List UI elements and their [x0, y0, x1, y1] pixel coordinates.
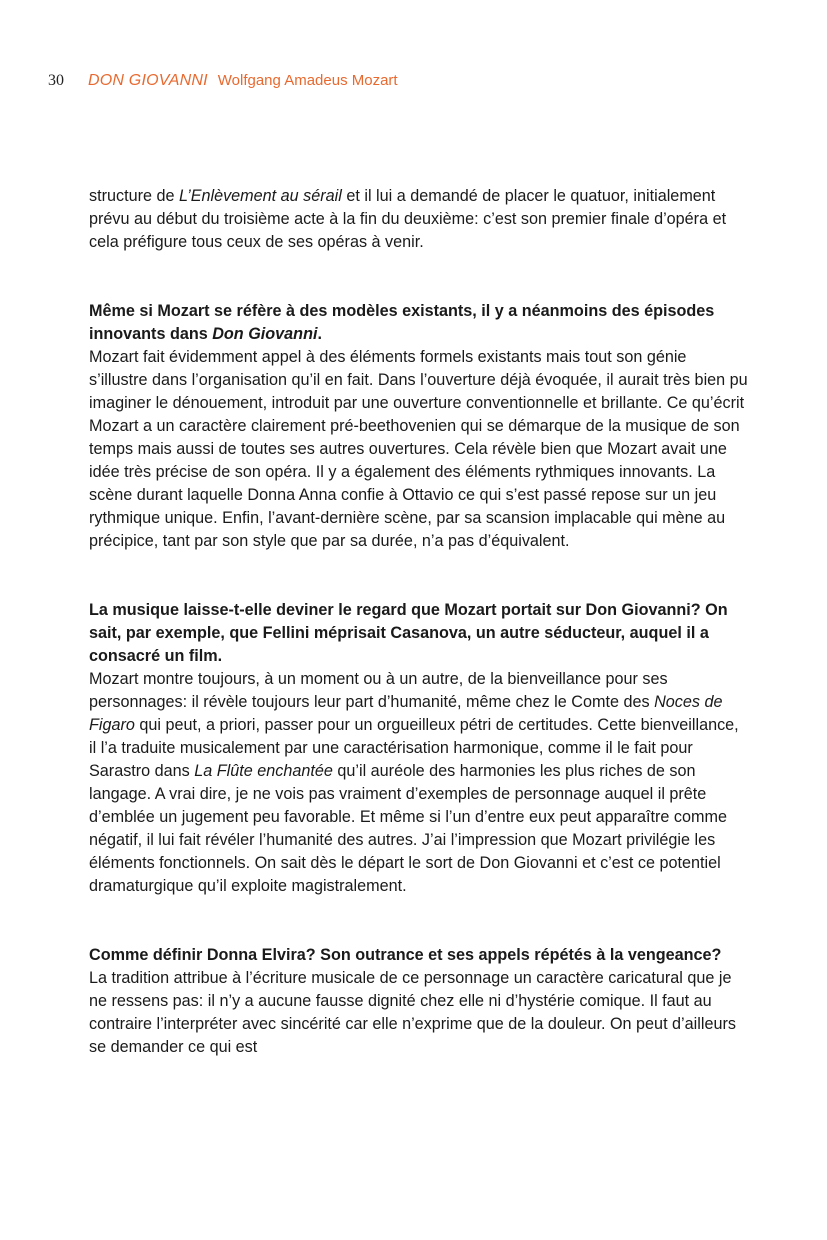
book-author: Wolfgang Amadeus Mozart	[217, 72, 398, 89]
page-number: 30	[48, 72, 64, 89]
page-body	[89, 185, 749, 1059]
question-1: Même si Mozart se réfère à des modèles existants, il y a néanmoins des épisodes innovants dans Don Giovanni.	[89, 302, 715, 343]
answer-2: Mozart montre toujours, à un moment ou à un autre, de la bienveillance pour ses personnages: il révèle toujours leur part d’humanité, même chez le Comte des Noces de Figaro qui peut, a priori, passer pour un orgueilleux pétri de certitudes. Cette bienveillance, il l’a traduite musicalement par une caractérisation harmonique, comme il le fait pour Sarastro dans La Flûte enchantée qu’il auréole des harmonies les plus riches de son langage. A vrai dire, je ne vois pas vraiment d’exemples de personnage auquel il prête d’emblée un jugement peu favorable. Et même si l’un d’entre eux peut apparaître comme négatif, il lui fait révéler l’humanité des autres. J’ai l’impression que Mozart privilégie les éléments fonctionnels. On sait dès le départ le sort de Don Giovanni et c’est ce potentiel dramaturgique qu’il exploite magistralement.	[89, 670, 739, 895]
answer-1: Mozart fait évidemment appel à des éléments formels existants mais tout son génie s’illustre dans l’organisation qu’il en fait. Dans l’ouverture déjà évoquée, il aurait très bien pu imaginer le dénouement, introduit par une ouverture conventionnelle et brillante. Ce qu’écrit Mozart a un caractère clairement pré-beethovenien qui se démarque de la musique de son temps mais aussi de toutes ses autres ouvertures. Cela révèle bien que Mozart avait une idée très précise de son opéra. Il y a également des éléments rythmiques innovants. La scène durant laquelle Donna Anna confie à Ottavio ce qui s’est passé repose sur un jeu rythmique unique. Enfin, l’avant-dernière scène, par sa scansion implacable qui mène au précipice, tant par son style que par sa durée, n’a pas d’équivalent.	[89, 348, 748, 550]
book-title: DON GIOVANNI	[88, 72, 208, 89]
question-2: La musique laisse-t-elle deviner le regard que Mozart portait sur Don Giovanni? On sait, par exemple, que Fellini méprisait Casanova, un autre séducteur, auquel il a consacré un film.	[89, 601, 728, 665]
intro-paragraph: structure de L’Enlèvement au sérail et il lui a demandé de placer le quatuor, initialement prévu au début du troisième acte à la fin du deuxième: c’est son premier finale d’opéra et cela préfigure tous ceux de ses opéras à venir.	[89, 187, 727, 251]
question-3: Comme définir Donna Elvira? Son outrance et ses appels répétés à la vengeance?	[89, 946, 722, 964]
running-header	[48, 72, 398, 90]
answer-3: La tradition attribue à l’écriture musicale de ce personnage un caractère caricatural que je ne ressens pas: il n’y a aucune fausse dignité chez elle ni d’hystérie comique. Il faut au contraire l’interpréter avec sincérité car elle n’exprime que de la douleur. On peut d’ailleurs se demander ce qui est	[89, 969, 736, 1056]
